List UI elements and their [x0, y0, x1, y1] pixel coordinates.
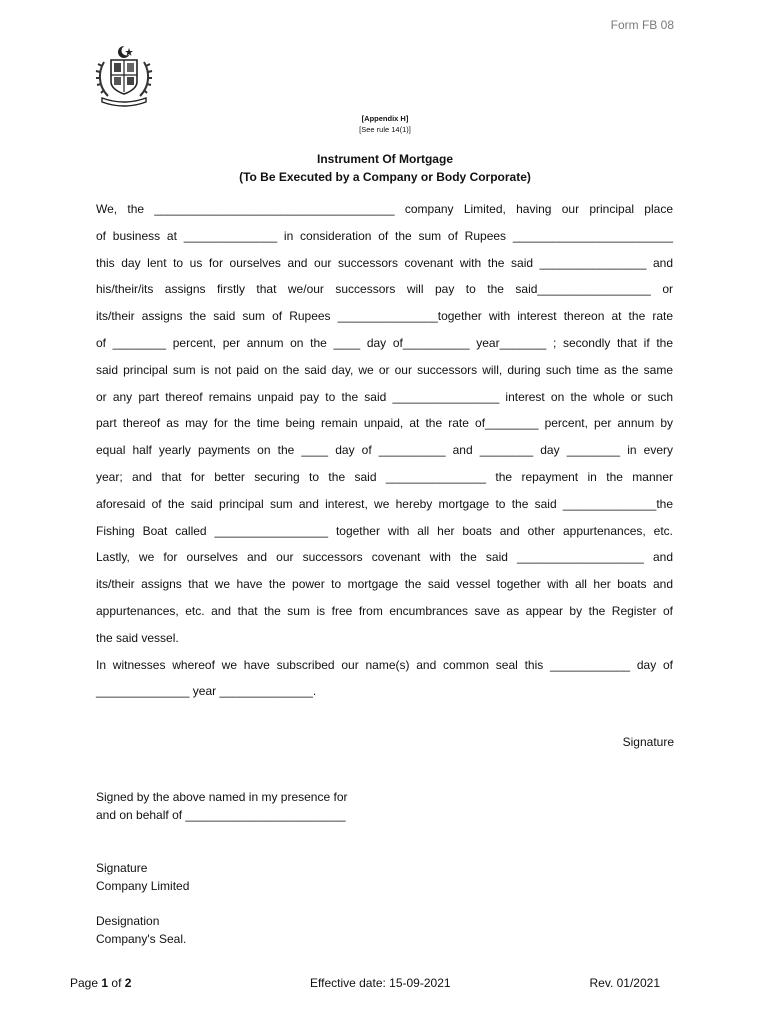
- document-title: [0, 150, 770, 186]
- title-sub: (To Be Executed by a Company or Body Corporate): [239, 170, 531, 184]
- page-current: 1: [101, 976, 109, 990]
- body-line: We, the ____________________________________ company Limited, having our principal place: [96, 202, 673, 216]
- body-line: aforesaid of the said principal sum and interest, we hereby mortgage to the said ______________the: [96, 496, 673, 511]
- rule-label: [See rule 14(1)]: [359, 125, 411, 134]
- appendix-label: [Appendix H]: [361, 114, 409, 123]
- company-signature-label: Signature: [96, 861, 148, 875]
- title-main: Instrument Of Mortgage: [316, 152, 453, 166]
- body-line: its/their assigns that we have the power to mortgage the said vessel together with all her boats and: [96, 577, 673, 592]
- designation-label: Designation: [96, 914, 160, 928]
- body-line: In witnesses whereof we have subscribed our name(s) and common seal this ____________ day of: [96, 657, 673, 672]
- witness-block: [96, 788, 347, 824]
- body-line: year; and that for better securing to the said _______________ the repayment in the manner: [96, 469, 673, 484]
- body-line: or any part thereof remains unpaid pay to the said ________________ interest on the whole or such: [96, 389, 673, 404]
- witness-line-1: Signed by the above named in my presence for: [96, 790, 348, 804]
- state-emblem-icon: [94, 44, 154, 108]
- body-line: equal half yearly payments on the ____ day of __________ and ________ day ________ in every: [96, 443, 673, 458]
- page-number: [70, 976, 131, 990]
- form-code: Form FB 08: [610, 18, 674, 32]
- revision-number: Rev. 01/2021: [589, 976, 660, 990]
- page-total: 2: [124, 976, 132, 990]
- company-seal-label: Company's Seal.: [96, 932, 187, 946]
- page-word: Page: [70, 976, 99, 990]
- body-line: Fishing Boat called _________________ together with all her boats and other appurtenances, etc.: [96, 523, 673, 538]
- body-line: part thereof as may for the time being remain unpaid, at the rate of________ percent, per annum by: [96, 416, 673, 431]
- page-of: of: [111, 976, 122, 990]
- body-line: appurtenances, etc. and that the sum is free from encumbrances save as appear by the Register of: [96, 603, 673, 618]
- witness-line-2: and on behalf of ________________________: [96, 808, 346, 822]
- body-line: of ________ percent, per annum on the ____ day of__________ year_______ ; secondly that if the: [96, 335, 673, 350]
- body-line: its/their assigns the said sum of Rupees _______________together with interest thereon at the rate: [96, 309, 673, 324]
- designation-block: [96, 912, 186, 948]
- body-line: Lastly, we for ourselves and our successors covenant with the said ___________________ and: [96, 550, 673, 565]
- body-line: the said vessel.: [96, 630, 179, 645]
- mortgage-body: [96, 196, 673, 705]
- body-line: his/their/its assigns firstly that we/our successors will pay to the said_________________ or: [96, 282, 673, 297]
- company-limited-label: Company Limited: [96, 879, 190, 893]
- body-line: said principal sum is not paid on the said day, we or our successors will, during such time as the same: [96, 362, 673, 377]
- body-line: of business at ______________ in consideration of the sum of Rupees ________________________: [96, 228, 673, 243]
- body-line: ______________ year ______________.: [96, 684, 317, 699]
- effective-date: Effective date: 15-09-2021: [310, 976, 451, 990]
- signature-label: Signature: [622, 735, 674, 749]
- appendix-reference: [0, 113, 770, 135]
- body-line: this day lent to us for ourselves and our successors covenant with the said ________________ and: [96, 255, 673, 270]
- company-signature-block: [96, 859, 189, 895]
